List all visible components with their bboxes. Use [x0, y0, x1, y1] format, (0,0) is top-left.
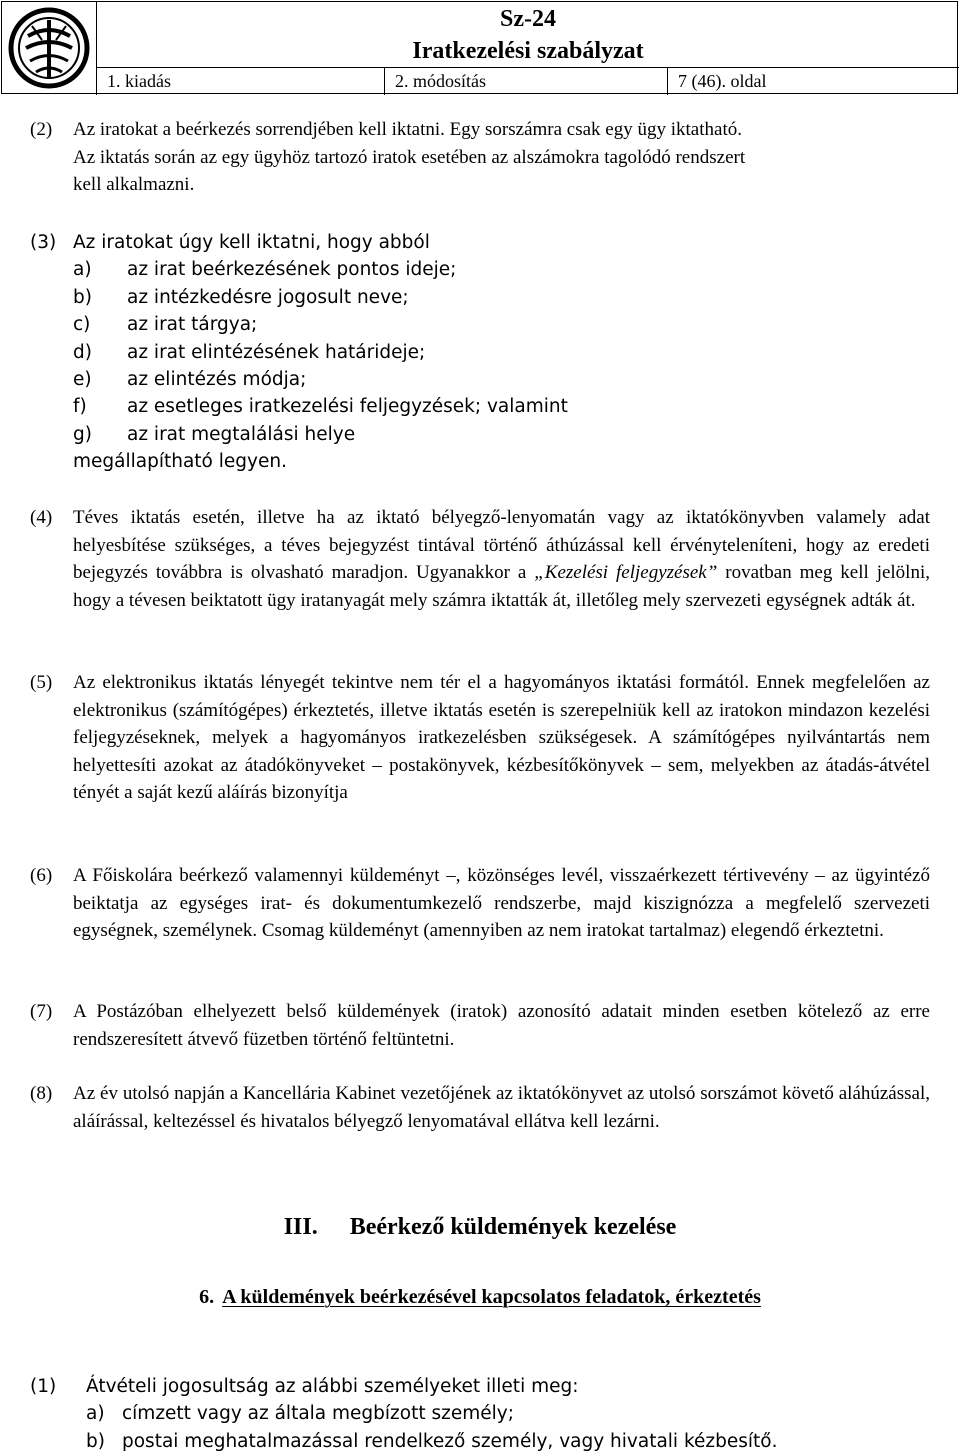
institution-logo-icon [8, 6, 90, 90]
section-number: 6. [199, 1286, 215, 1308]
header-meta-row [97, 67, 959, 95]
paragraph-number: (1) [30, 1376, 57, 1397]
italic-term: „Kezelési feljegyzések” [534, 562, 718, 583]
list-item: b) az intézkedésre jogosult neve; [73, 286, 409, 308]
document-header [0, 0, 960, 97]
list-item: f) az esetleges iratkezelési feljegyzések; valamint [73, 396, 568, 418]
paragraph-8 [30, 1080, 930, 1135]
paragraph-3 [30, 229, 930, 476]
logo-cell [2, 2, 97, 95]
revision-label: 2. módosítás [385, 68, 668, 95]
paragraph-text: Téves iktatás esetén, illetve ha az iktató bélyegző-lenyomatán vagy az iktatókönyvben valamely adat helyesbítése szükséges, a téves bejegyzést tintával történő áthúzással kell érvényteleníteni, hogy az eredeti bejegyzés továbbra is olvasható maradjon. Ugyanakkor a [73, 507, 930, 583]
paragraph-number: (4) [30, 507, 53, 528]
header-table [1, 1, 958, 94]
document-title: Iratkezelési szabályzat [412, 38, 644, 64]
list-item: e) az elintézés módja; [73, 369, 307, 391]
paragraph-number: (7) [30, 1001, 53, 1022]
edition-label: 1. kiadás [97, 68, 385, 95]
paragraph-text: Az elektronikus iktatás lényegét tekintve nem tér el a hagyományos iktatási formától. Ennek megfelelően az elektronikus (számítógépes) érkeztetés, illetve iktatás esetén is szerepelniük kell az iratokon mindazon kezelési feljegyzéseknek, melyek a hagyományos iratkezelésben szükségesek. A számítógépes nyilvántartás nem helyettesíti azokat az átadókönyveket – postakönyvek, kézbesítőkönyvek – sem, melyekben az átadás-átvétel tényét a saját kezű aláírás bizonyítja [73, 672, 930, 803]
item-list [73, 256, 930, 448]
paragraph-line: Az iktatás során az egy ügyhöz tartozó iratok esetében az alszámokra tagolódó rendszert [73, 146, 746, 168]
paragraph-5 [30, 669, 930, 807]
paragraph-line: Az iratokat a beérkezés sorrendjében kell iktatni. Egy sorszámra csak egy ügy iktatható. [73, 119, 742, 140]
paragraph-intro: Átvételi jogosultság az alábbi személyeket illeti meg: [86, 1376, 579, 1397]
list-item: b) postai meghatalmazással rendelkező személy, vagy hivatali kézbesítő. [86, 1430, 778, 1452]
section-title: A küldemények beérkezésével kapcsolatos feladatok, érkeztetés [222, 1286, 761, 1308]
paragraph-number: (2) [30, 119, 53, 140]
paragraph-text: A Postázóban elhelyezett belső küldemények (iratok) azonosító adatait minden esetben kötelező az erre rendszeresített átvevő füzetben történő feltüntetni. [73, 1001, 930, 1050]
paragraph-line: kell alkalmazni. [73, 174, 195, 195]
paragraph-number: (5) [30, 672, 53, 693]
paragraph-number: (6) [30, 865, 53, 886]
paragraph-2 [30, 116, 930, 199]
list-item: d) az irat elintézésének határideje; [73, 341, 426, 363]
document-code: Sz-24 [500, 6, 556, 32]
list-item: g) az irat megtalálási helye [73, 423, 356, 445]
paragraph-7 [30, 998, 930, 1053]
chapter-title: Beérkező küldemények kezelése [349, 1214, 677, 1240]
paragraph-text: rovatban meg kell jelölni, hogy a tévesen beiktatott ügy iratanyagát mely számra iktatták át, illetőleg mely szervezeti egységnek adták át. [73, 562, 930, 611]
page-number-label: 7 (46). oldal [678, 71, 767, 91]
section-6-paragraph-1 [30, 1373, 930, 1455]
item-list [86, 1400, 930, 1455]
list-item: c) az irat tárgya; [73, 314, 258, 336]
list-item: a) az irat beérkezésének pontos ideje; [73, 259, 457, 281]
paragraph-number: (3) [30, 232, 57, 253]
list-item: a) címzett vagy az általa megbízott személy; [86, 1403, 514, 1425]
chapter-number: III. [283, 1214, 318, 1240]
paragraph-6 [30, 862, 930, 945]
paragraph-text: A Főiskolára beérkező valamennyi küldeményt –, közönséges levél, visszaérkezett tértivevény – az ügyintéző beiktatja az egységes irat- és dokumentumkezelő rendszerbe, majd kiszignózza a megfelelő szervezeti egységnek, személynek. Csomag küldeményt (amennyiben az nem iratokat tartalmaz) elegendő érkeztetni. [73, 865, 930, 941]
section-heading [0, 1286, 960, 1309]
chapter-heading [0, 1214, 960, 1241]
paragraph-4 [30, 504, 930, 614]
paragraph-intro: Az iratokat úgy kell iktatni, hogy abból [73, 232, 430, 253]
paragraph-text: Az év utolsó napján a Kancellária Kabinet vezetőjének az iktatókönyvet az utolsó sorszámot követő aláhúzással, aláírással, keltezéssel és hivatalos bélyegző lenyomatával ellátva kell lezárni. [73, 1083, 930, 1132]
paragraph-number: (8) [30, 1083, 53, 1104]
paragraph-outro: megállapítható legyen. [73, 451, 287, 473]
